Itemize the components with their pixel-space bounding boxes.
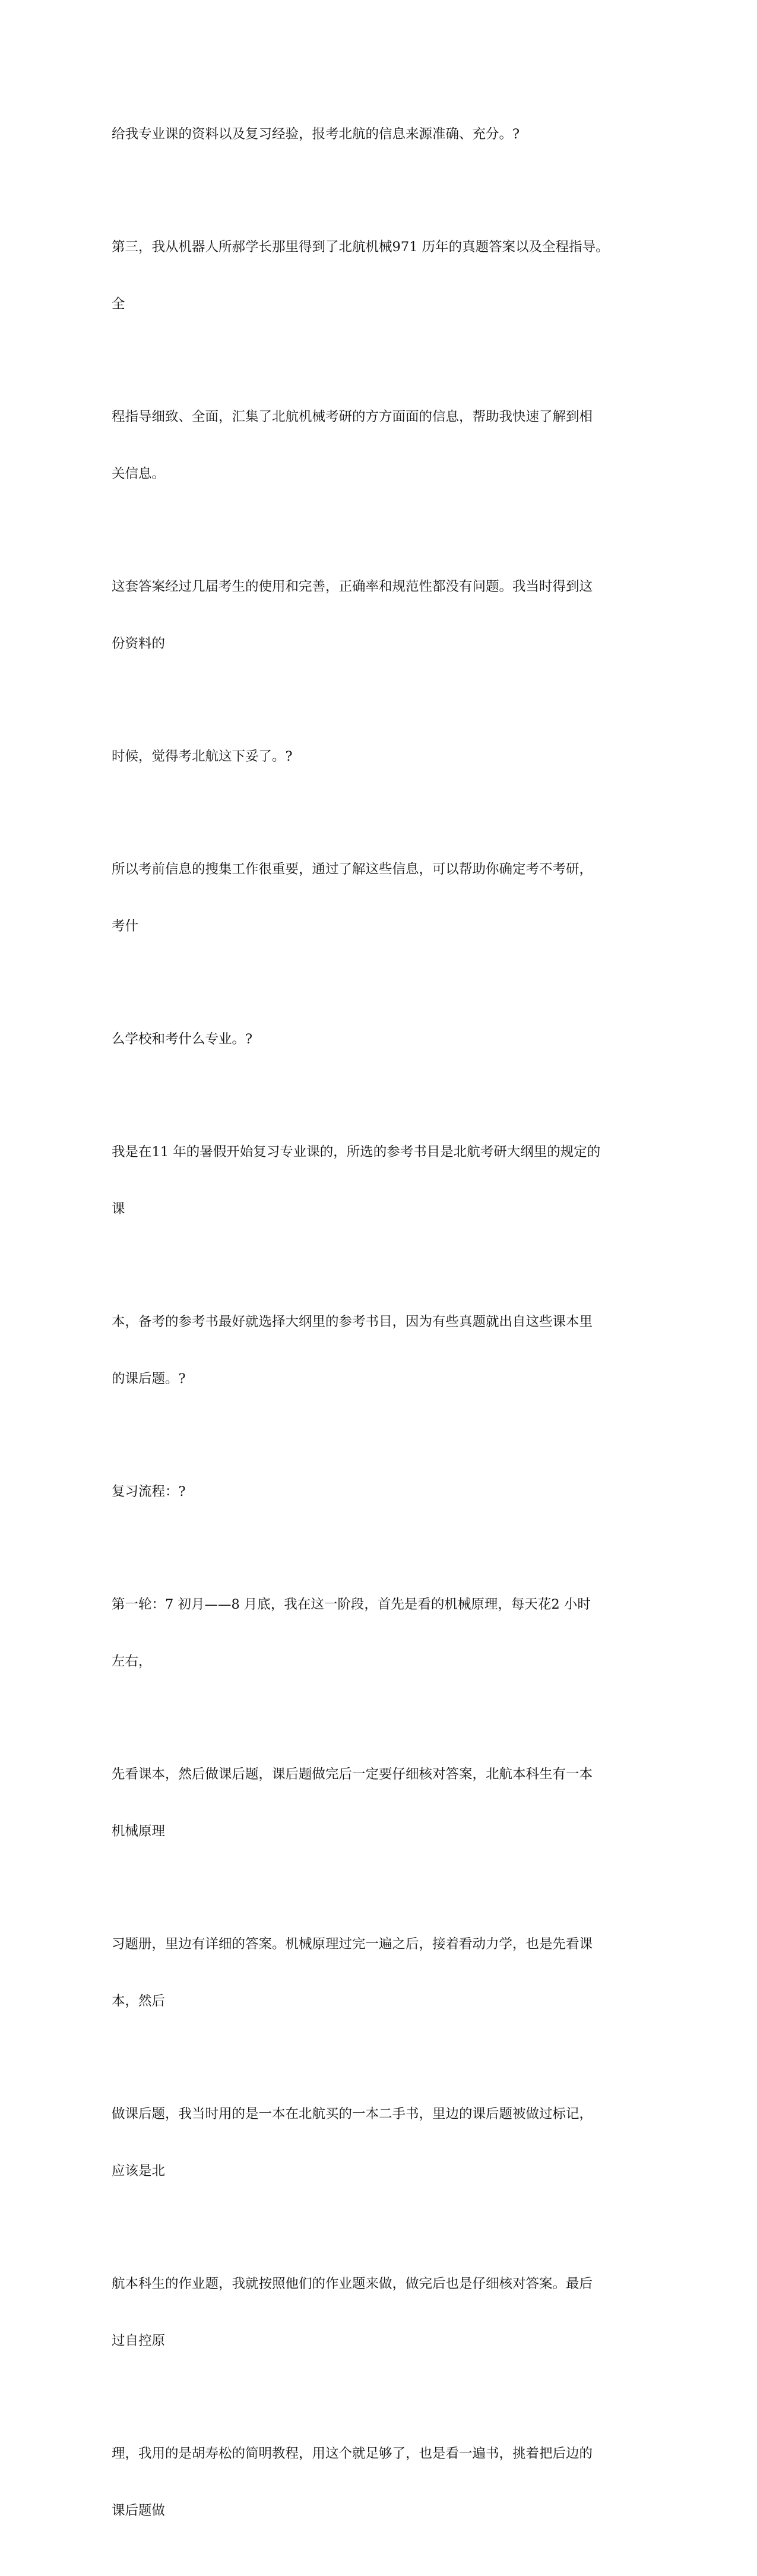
text-line: 的课后题。? bbox=[112, 1371, 186, 1387]
paragraph bbox=[112, 1444, 652, 1539]
paragraph bbox=[112, 1274, 652, 1426]
text-line: 复习流程：? bbox=[112, 1484, 186, 1499]
text-line: 航本科生的作业题，我就按照他们的作业题来做，做完后也是仔细核对答案。最后 bbox=[112, 2276, 593, 2292]
text-line: 这套答案经过几届考生的使用和完善，正确率和规范性都没有问题。我当时得到这 bbox=[112, 579, 593, 594]
text-line: 全 bbox=[112, 296, 125, 312]
text-line: 做课后题，我当时用的是一本在北航买的一本二手书，里边的课后题被做过标记， bbox=[112, 2106, 593, 2122]
text-line: 先看课本，然后做课后题，课后题做完后一定要仔细核对答案，北航本科生有一本 bbox=[112, 1767, 593, 1782]
text-line: 课后题做 bbox=[112, 2503, 166, 2518]
text-line: 理，我用的是胡寿松的简明教程，用这个就足够了，也是看一遍书，挑着把后边的 bbox=[112, 2446, 593, 2461]
text-line: 过自控原 bbox=[112, 2333, 166, 2349]
text-line: 本，然后 bbox=[112, 1993, 166, 2009]
text-line: 第一轮：7 初月——8 月底，我在这一阶段，首先是看的机械原理，每天花2 小时 bbox=[112, 1597, 591, 1612]
paragraph bbox=[112, 1105, 652, 1257]
paragraph bbox=[112, 1897, 652, 2049]
text-line: 我是在11 年的暑假开始复习专业课的，所选的参考书目是北航考研大纲里的规定的 bbox=[112, 1144, 601, 1160]
text-line: 给我专业课的资料以及复习经验，报考北航的信息来源准确、充分。? bbox=[112, 126, 520, 142]
text-line: 左右， bbox=[112, 1654, 152, 1669]
text-line: 课 bbox=[112, 1201, 125, 1217]
paragraph bbox=[112, 2067, 652, 2219]
text-line: 第三，我从机器人所郝学长那里得到了北航机械971 历年的真题答案以及全程指导。 bbox=[112, 239, 609, 255]
paragraph bbox=[112, 822, 652, 974]
paragraph bbox=[112, 1557, 652, 1709]
paragraph bbox=[112, 87, 652, 182]
text-line: 习题册，里边有详细的答案。机械原理过完一遍之后，接着看动力学，也是先看课 bbox=[112, 1936, 593, 1952]
text-line: 时候，觉得考北航这下妥了。? bbox=[112, 749, 293, 764]
paragraph bbox=[112, 539, 652, 691]
text-line: 么学校和考什么专业。? bbox=[112, 1031, 253, 1047]
text-line: 应该是北 bbox=[112, 2163, 166, 2179]
paragraph bbox=[112, 2236, 652, 2388]
text-line: 份资料的 bbox=[112, 636, 166, 651]
text-line: 程指导细致、全面，汇集了北航机械考研的方方面面的信息，帮助我快速了解到相 bbox=[112, 409, 593, 425]
paragraph bbox=[112, 200, 652, 352]
paragraph bbox=[112, 709, 652, 804]
text-line: 本，备考的参考书最好就选择大纲里的参考书目，因为有些真题就出自这些课本里 bbox=[112, 1314, 593, 1330]
paragraph bbox=[112, 369, 652, 521]
paragraph bbox=[112, 1727, 652, 1879]
text-line: 考什 bbox=[112, 919, 139, 934]
text-line: 所以考前信息的搜集工作很重要，通过了解这些信息，可以帮助你确定考不考研， bbox=[112, 862, 593, 877]
text-line: 机械原理 bbox=[112, 1824, 166, 1839]
paragraph bbox=[112, 2406, 652, 2558]
text-line: 关信息。 bbox=[112, 466, 166, 482]
document-page bbox=[112, 87, 652, 2576]
paragraph bbox=[112, 992, 652, 1087]
